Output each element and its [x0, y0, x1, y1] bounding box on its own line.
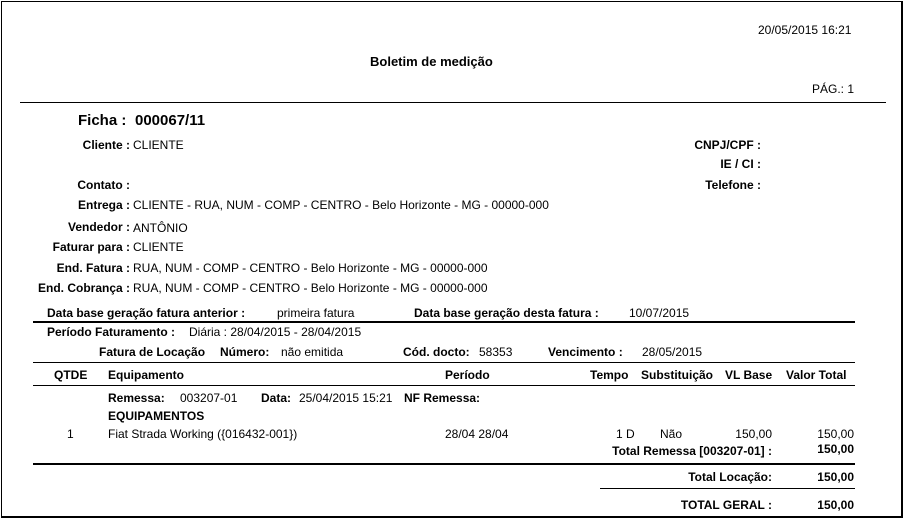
fatura-desta-label: Data base geração desta fatura : [414, 306, 599, 320]
cod-docto-label: Cód. docto: [403, 345, 470, 359]
total-locacao-value: 150,00 [817, 470, 854, 484]
billing-divider [33, 321, 855, 323]
cell-qtde: 1 [67, 427, 74, 441]
total-geral-value: 150,00 [817, 498, 854, 512]
vendedor-label: Vendedor : [67, 220, 130, 234]
vencimento-label: Vencimento : [548, 345, 623, 359]
cell-vl-base: 150,00 [735, 427, 772, 441]
ie-label: IE / CI : [720, 157, 761, 171]
remessa-data-label: Data: [261, 391, 292, 405]
totals-divider [33, 463, 855, 465]
cell-substituicao: Não [660, 427, 683, 441]
report-title: Boletim de medição [370, 54, 493, 69]
col-header-valor-total: Valor Total [786, 368, 847, 382]
total-remessa-label: Total Remessa [003207-01] : [612, 444, 772, 458]
cliente-value: CLIENTE [133, 138, 184, 152]
cell-valor-total: 150,00 [817, 427, 854, 441]
vencimento-value: 28/05/2015 [642, 345, 703, 359]
cell-tempo: 1 D [616, 427, 635, 441]
table-top-divider [33, 362, 855, 363]
col-header-equipamento: Equipamento [108, 368, 185, 382]
end-cobranca-label: End. Cobrança : [37, 281, 130, 295]
page-number: PÁG.: 1 [812, 82, 855, 96]
cnpj-label: CNPJ/CPF : [694, 138, 761, 152]
faturar-label: Faturar para : [52, 240, 130, 254]
entrega-label: Entrega : [77, 198, 130, 212]
ficha-number: 000067/11 [135, 112, 206, 129]
end-fatura-label: End. Fatura : [56, 261, 130, 275]
periodo-label: Período Faturamento : [47, 325, 176, 339]
telefone-label: Telefone : [705, 178, 761, 192]
fatura-anterior-value: primeira fatura [277, 306, 355, 320]
numero-label: Número: [220, 345, 270, 359]
cliente-label: Cliente : [82, 138, 130, 152]
total-geral-label: TOTAL GERAL : [680, 498, 772, 512]
cod-docto-value: 58353 [479, 345, 513, 359]
vendedor-value: ANTÔNIO [133, 221, 188, 235]
contato-label: Contato : [77, 178, 130, 192]
periodo-value: Diária : 28/04/2015 - 28/04/2015 [189, 325, 362, 339]
entrega-value: CLIENTE - RUA, NUM - COMP - CENTRO - Belo Horizonte - MG - 00000-000 [133, 198, 549, 212]
nf-remessa-label: NF Remessa: [404, 391, 481, 405]
cell-periodo: 28/04 28/04 [445, 427, 509, 441]
col-header-tempo: Tempo [590, 368, 629, 382]
fatura-desta-value: 10/07/2015 [629, 306, 690, 320]
remessa-data-value: 25/04/2015 15:21 [299, 391, 393, 405]
remessa-value: 003207-01 [180, 391, 238, 405]
group-title: EQUIPAMENTOS [108, 409, 205, 423]
numero-value: não emitida [281, 345, 344, 359]
remessa-label: Remessa: [108, 391, 165, 405]
col-header-periodo: Período [445, 368, 490, 382]
table-header-divider [33, 385, 855, 386]
faturar-value: CLIENTE [133, 240, 184, 254]
report-datetime: 20/05/2015 16:21 [758, 23, 852, 37]
ficha-label: Ficha : [78, 112, 127, 129]
end-cobranca-value: RUA, NUM - COMP - CENTRO - Belo Horizonte - MG - 00000-000 [133, 281, 488, 295]
total-geral-divider [600, 488, 855, 489]
cell-equipamento: Fiat Strada Working ({016432-001}) [108, 427, 298, 441]
total-remessa-value: 150,00 [817, 442, 854, 456]
col-header-vl-base: VL Base [725, 368, 773, 382]
col-header-qtde: QTDE [54, 368, 88, 382]
col-header-substituicao: Substituição [641, 368, 714, 382]
fatura-anterior-label: Data base geração fatura anterior : [47, 306, 246, 320]
header-divider [20, 102, 886, 103]
end-fatura-value: RUA, NUM - COMP - CENTRO - Belo Horizonte - MG - 00000-000 [133, 261, 488, 275]
total-locacao-label: Total Locação: [688, 470, 772, 484]
fatura-locacao-label: Fatura de Locação [99, 345, 206, 359]
